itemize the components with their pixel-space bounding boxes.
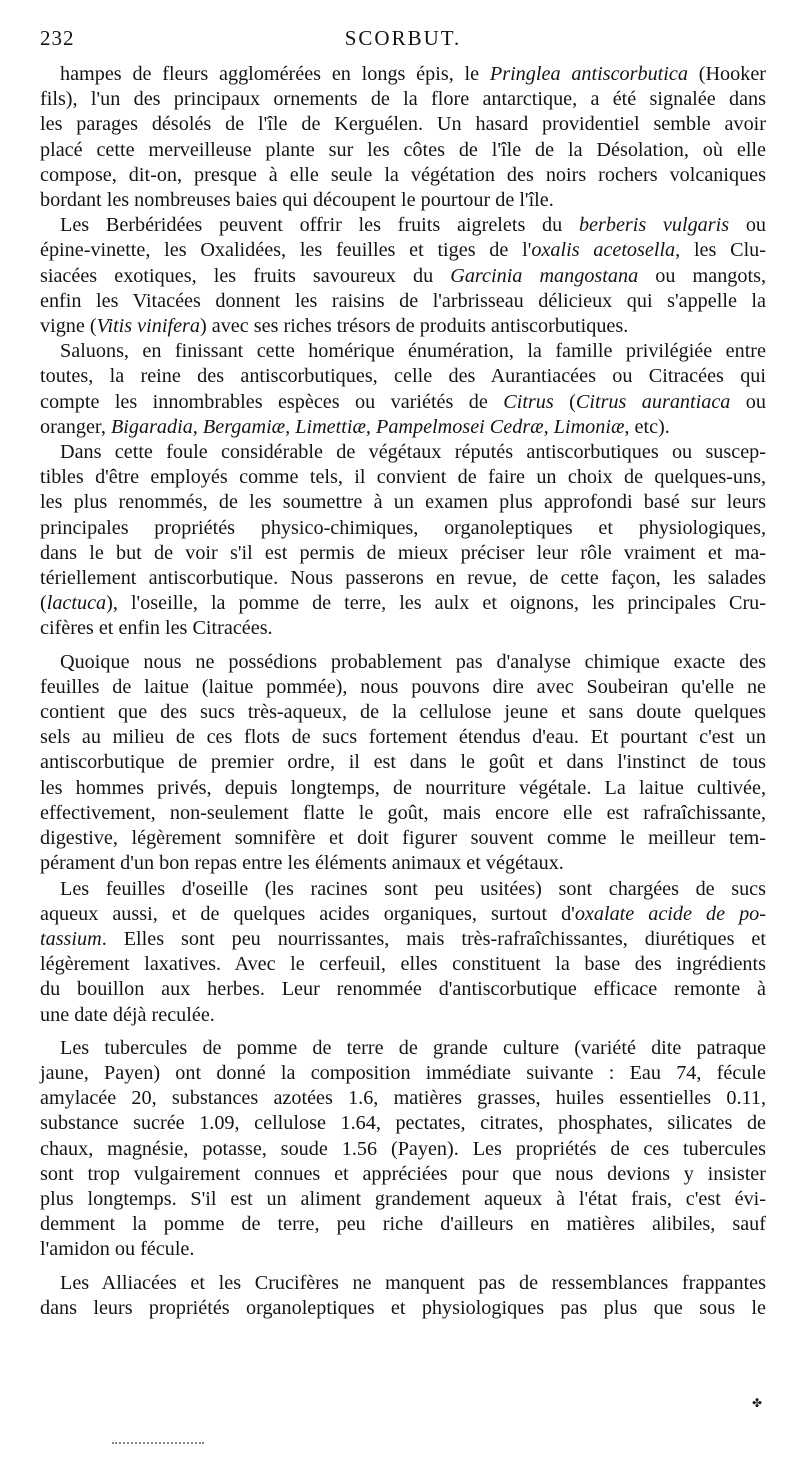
italic-term: Citrus bbox=[503, 390, 554, 413]
text-line bbox=[40, 725, 766, 750]
text-line bbox=[40, 87, 766, 112]
italic-term: Vitis vinifera bbox=[96, 315, 200, 338]
text-run: . Elles sont peu nourrissantes, mais très-rafraîchissantes, diurétiques et bbox=[101, 927, 766, 950]
text-line bbox=[40, 952, 766, 977]
footer-rule bbox=[112, 1442, 204, 1444]
page-number: 232 bbox=[40, 26, 75, 50]
text-line bbox=[40, 213, 766, 238]
italic-term: tassium bbox=[40, 927, 102, 950]
text-run: demment la pomme de terre, peu riche d'ailleurs en matières alibiles, sauf bbox=[40, 1213, 766, 1236]
text-run: dans le but de voir s'il est permis de mieux préciser leur rôle vraiment et ma- bbox=[40, 541, 766, 564]
text-run: feuilles de laitue (laitue pommée), nous pouvons dire avec Soubeiran qu'elle ne bbox=[40, 675, 766, 698]
paragraph bbox=[40, 62, 766, 213]
text-run: hampes de fleurs agglomérées en longs épis, le bbox=[60, 63, 490, 85]
text-run: cifères et enfin les Citracées. bbox=[40, 617, 273, 640]
text-line bbox=[40, 541, 766, 566]
text-line bbox=[40, 112, 766, 137]
text-run: ou bbox=[729, 214, 767, 237]
text-line bbox=[40, 440, 766, 465]
text-run: chaux, magnésie, potasse, soude 1.56 (Payen). Les propriétés de ces tubercules bbox=[40, 1137, 766, 1160]
text-run: légèrement laxatives. Avec le cerfeuil, elles constituent la base des ingrédients bbox=[40, 953, 766, 976]
text-run: les hommes privés, depuis longtemps, de nourriture végétale. La laitue cultivée, bbox=[40, 776, 766, 799]
text-line bbox=[40, 188, 766, 213]
body-text bbox=[40, 62, 766, 1321]
text-run: Les tubercules de pomme de terre de grande culture (variété dite patraque bbox=[60, 1036, 766, 1059]
text-run: du bouillon aux herbes. Leur renommée d'antiscorbutique efficace remonte à bbox=[40, 978, 766, 1001]
text-line bbox=[40, 591, 766, 616]
text-run: Quoique nous ne possédions probablement pas d'analyse chimique exacte des bbox=[60, 650, 766, 673]
text-run: sels au milieu de ces flots de sucs fortement étendus d'eau. Et pourtant c'est un bbox=[40, 726, 766, 749]
text-run: toutes, la reine des antiscorbutiques, celle des Aurantiacées ou Citracées qui bbox=[40, 365, 766, 388]
text-run: jaune, Payen) ont donné la composition immédiate suivante : Eau 74, fécule bbox=[40, 1061, 766, 1084]
text-run: ou bbox=[730, 390, 766, 413]
text-run: Les feuilles d'oseille (les racines sont peu usitées) sont chargées de sucs bbox=[60, 877, 766, 900]
text-run: une date déjà reculée. bbox=[40, 1003, 215, 1026]
text-line bbox=[40, 390, 766, 415]
text-line bbox=[40, 700, 766, 725]
text-run: ( bbox=[553, 390, 576, 413]
paragraph bbox=[40, 650, 766, 877]
text-line bbox=[40, 238, 766, 263]
paragraph bbox=[40, 1036, 766, 1263]
text-run: plus longtemps. S'il est un aliment grandement aqueux à l'état frais, c'est évi- bbox=[40, 1187, 766, 1210]
text-line bbox=[40, 264, 766, 289]
text-line bbox=[40, 927, 766, 952]
text-line bbox=[40, 1296, 766, 1321]
running-title: SCORBUT. bbox=[344, 26, 462, 50]
text-line bbox=[40, 314, 766, 339]
text-run: épine-vinette, les Oxalidées, les feuilles et tiges de l' bbox=[40, 239, 532, 262]
text-line bbox=[40, 1003, 766, 1028]
text-line bbox=[40, 1086, 766, 1111]
page-header bbox=[40, 26, 766, 62]
text-run: enfin les Vitacées donnent les raisins de l'arbrisseau délicieux qui s'appelle la bbox=[40, 289, 766, 312]
text-run: amylacée 20, substances azotées 1.6, matières grasses, huiles essentielles 0.11, bbox=[40, 1087, 766, 1110]
text-run: Dans cette foule considérable de végétaux réputés antiscorbutiques ou suscep- bbox=[60, 441, 766, 464]
text-run: sont trop vulgairement connues et appréciées pour que nous devions y insister bbox=[40, 1162, 766, 1185]
text-line bbox=[40, 902, 766, 927]
text-run: principales propriétés physico-chimiques, organoleptiques et physiologiques, bbox=[40, 516, 766, 539]
paragraph bbox=[40, 1271, 766, 1321]
text-run: substance sucrée 1.09, cellulose 1.64, pectates, citrates, phosphates, silicates de bbox=[40, 1112, 766, 1135]
text-run: contient que des sucs très-aqueux, de la cellulose jeune et sans doute quelques bbox=[40, 701, 766, 724]
text-run: vigne ( bbox=[40, 315, 97, 338]
text-line bbox=[40, 1036, 766, 1061]
text-line bbox=[40, 1061, 766, 1086]
text-run: l'amidon ou fécule. bbox=[40, 1238, 195, 1261]
text-run: digestive, légèrement somnifère et doit figurer souvent comme le meilleur tem- bbox=[40, 827, 766, 850]
italic-term: Garcinia mangostana bbox=[450, 264, 639, 287]
text-run: oranger, bbox=[40, 415, 111, 438]
text-line bbox=[40, 776, 766, 801]
text-line bbox=[40, 566, 766, 591]
text-line bbox=[40, 750, 766, 775]
text-line bbox=[40, 1162, 766, 1187]
text-run: pérament d'un bon repas entre les éléments animaux et végétaux. bbox=[40, 852, 564, 875]
text-run: ), l'oseille, la pomme de terre, les aulx et oignons, les principales Cru- bbox=[106, 592, 766, 615]
text-line bbox=[40, 877, 766, 902]
text-run: placé cette merveilleuse plante sur les côtes de l'île de la Désolation, où elle bbox=[40, 138, 766, 161]
text-line bbox=[40, 851, 766, 876]
text-run: aqueux aussi, et de quelques acides organiques, surtout d' bbox=[40, 902, 575, 925]
text-run: les parages désolés de l'île de Kerguélen. Un hasard providentiel semble avoir bbox=[40, 113, 766, 136]
text-run: fils), l'un des principaux ornements de la flore antarctique, a été signalée dans bbox=[40, 88, 766, 111]
text-run: ( bbox=[40, 592, 47, 615]
text-line bbox=[40, 289, 766, 314]
text-line bbox=[40, 163, 766, 188]
text-run: , les Clu- bbox=[675, 239, 766, 262]
text-line bbox=[40, 62, 766, 87]
text-run: bordant les nombreuses baies qui découpent le pourtour de l'île. bbox=[40, 189, 554, 212]
text-line bbox=[40, 1187, 766, 1212]
text-run: ou mangots, bbox=[638, 264, 766, 287]
italic-term: lactuca bbox=[46, 592, 107, 615]
text-run: ) avec ses riches trésors de produits antiscorbutiques. bbox=[199, 315, 629, 338]
text-line bbox=[40, 364, 766, 389]
text-run: siacées exotiques, les fruits savoureux du bbox=[40, 264, 451, 287]
italic-term: Citrus aurantiaca bbox=[575, 390, 731, 413]
text-run: dans leurs propriétés organoleptiques et physiologiques pas plus que sous le bbox=[40, 1296, 766, 1319]
italic-term: Pringlea antiscorbutica bbox=[489, 63, 688, 85]
text-line bbox=[40, 801, 766, 826]
paragraph bbox=[40, 440, 766, 642]
text-line bbox=[40, 1212, 766, 1237]
italic-term: Bigaradia, Bergamiæ, Limettiæ, Pampelmosei Cedræ, Limoniæ bbox=[110, 415, 625, 438]
text-run: (Hooker bbox=[687, 63, 766, 85]
italic-term: oxalis acetosella bbox=[531, 239, 676, 262]
book-page bbox=[40, 26, 766, 1321]
text-line bbox=[40, 1271, 766, 1296]
text-run: les plus renommés, de les soumettre à un examen plus approfondi basé sur leurs bbox=[40, 491, 766, 514]
text-line bbox=[40, 339, 766, 364]
text-line bbox=[40, 826, 766, 851]
text-line bbox=[40, 490, 766, 515]
text-line bbox=[40, 415, 766, 440]
text-run: Les Berbéridées peuvent offrir les fruits aigrelets du bbox=[60, 214, 579, 237]
text-run: tibles d'être employés comme tels, il convient de faire un choix de quelques-uns, bbox=[40, 466, 766, 489]
italic-term: oxalate acide de po- bbox=[574, 902, 766, 925]
text-run: , etc). bbox=[624, 415, 670, 438]
text-line bbox=[40, 138, 766, 163]
paragraph bbox=[40, 877, 766, 1028]
text-line bbox=[40, 977, 766, 1002]
page-mark: ✤ bbox=[752, 1396, 763, 1410]
text-line bbox=[40, 650, 766, 675]
text-line bbox=[40, 516, 766, 541]
text-run: antiscorbutique de premier ordre, il est dans le goût et dans l'instinct de tous bbox=[40, 751, 766, 774]
text-line bbox=[40, 675, 766, 700]
text-line bbox=[40, 616, 766, 641]
text-run: compte les innombrables espèces ou variétés de bbox=[40, 390, 504, 413]
text-run: effectivement, non-seulement flatte le goût, mais encore elle est rafraîchissante, bbox=[40, 801, 766, 824]
text-run: compose, dit-on, presque à elle seule la végétation des noirs rochers volcaniques bbox=[40, 163, 766, 186]
text-run: Les Alliacées et les Crucifères ne manquent pas de ressemblances frappantes bbox=[60, 1271, 766, 1294]
text-line bbox=[40, 1237, 766, 1262]
paragraph bbox=[40, 339, 766, 440]
paragraph bbox=[40, 213, 766, 339]
italic-term: berberis vulgaris bbox=[578, 214, 730, 237]
text-line bbox=[40, 1137, 766, 1162]
text-line bbox=[40, 1111, 766, 1136]
text-run: Saluons, en finissant cette homérique énumération, la famille privilégiée entre bbox=[60, 340, 766, 363]
text-run: tériellement antiscorbutique. Nous passerons en revue, de cette façon, les salades bbox=[40, 567, 766, 590]
text-line bbox=[40, 465, 766, 490]
